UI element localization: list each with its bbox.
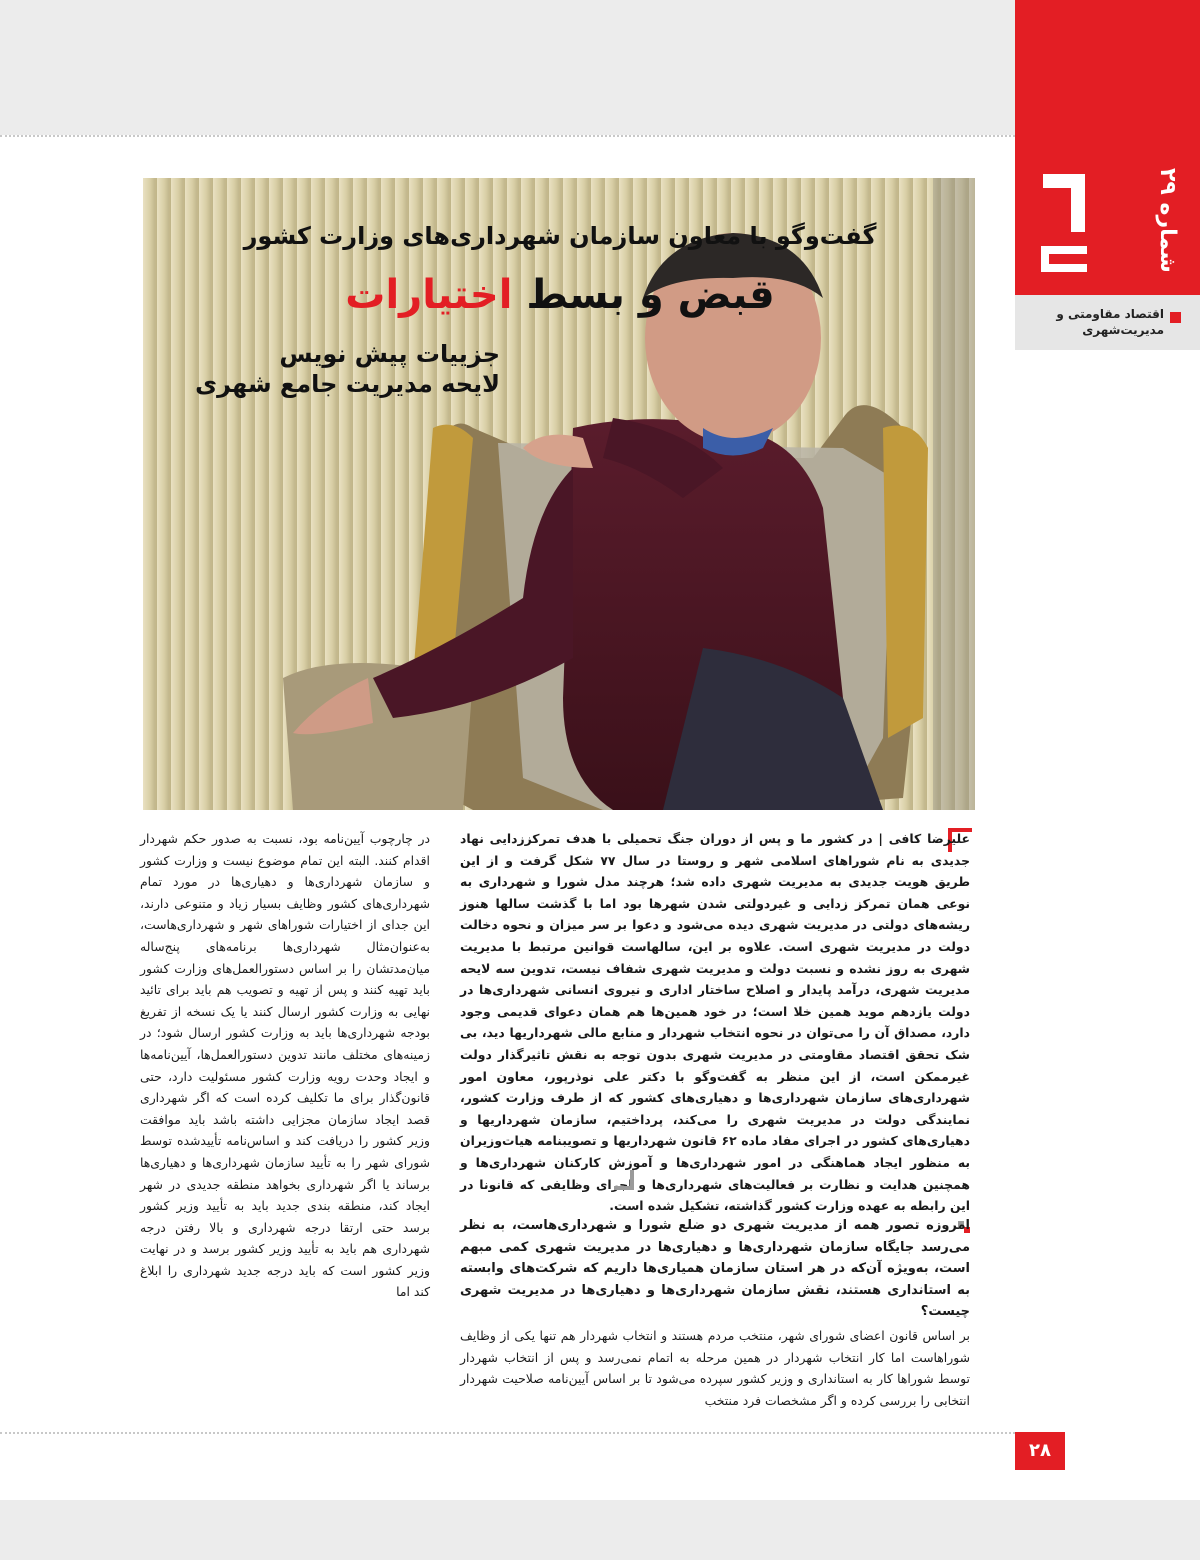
- left-column: [140, 828, 430, 1303]
- section-label: اقتصاد مقاومتی و مدیریت‌شهری: [1056, 307, 1164, 337]
- headline-subtitle-line1: جزییات پیش نویس: [279, 340, 500, 368]
- page-number: ۲۸: [1029, 1440, 1051, 1461]
- question-text: امروزه تصور همه از مدیریت شهری دو ضلع شورا و شهرداری‌هاست، به نظر می‌رسد جایگاه سازمان شهرداری‌ها و دهیاری‌ها در مدیریت شهری کمی مبهم است، به‌ویژه آن‌که در هر استان سازمان همیاری‌ها داریم که شرکت‌های وابسته به استانداری هستند، نقش سازمان شهرداری‌ها و دهیاری‌ها در مدیریت شهری چیست؟: [460, 1218, 970, 1320]
- section-bullet-icon: [1170, 312, 1181, 323]
- answer-text: بر اساس قانون اعضای شورای شهر، منتخب مردم هستند و انتخاب شهردار هم تنها یکی از وظایف شوراهاست اما کار انتخاب شهردار در همین مرحله به اتمام نمی‌رسد و پس از انتخاب شهردار توسط شوراها کار به استانداری و وزیر کشور سپرده می‌شود تا بر اساس آیین‌نامه صلاحیت شهردار انتخابی را بررسی کرده و اگر مشخصات فرد منتخب: [460, 1327, 970, 1408]
- footer-divider: [0, 1432, 1015, 1434]
- header-divider: [0, 135, 1015, 137]
- issue-number: شماره ۲۹: [1155, 167, 1180, 273]
- quote-close-mark: [614, 1170, 634, 1190]
- headline-kicker: گفت‌و‌گو با معاون سازمان شهرداری‌های وزارت کشور: [243, 222, 877, 250]
- left-column-text: در چارچوب آیین‌نامه بود، نسبت به صدور حکم شهردار اقدام کنند. البته این تمام موضوع نیست و وزارت کشور و سازمان شهرداری‌ها و دهیاری‌ها در مورد تمام شهرداری‌های کشور وظایف بسیار زیاد و متنوعی دارند، این جدای از اختیارات شوراهای شهر و شهرداری‌هاست، به‌عنوان‌مثال شهرداری‌ها برنامه‌های پنج‌ساله میان‌مدتشان را بر اساس دستورالعمل‌های وزارت کشور باید تهیه کنند و پس از تهیه و تصویب هم باید برای تائید نهایی به وزارت کشور ارسال کنند یا یک نسخه از تفریغ بودجه شهرداری‌ها باید به وزارت کشور ارسال شود؛ در زمینه‌های مختلف مانند تدوین دستورالعمل‌ها، آیین‌نامه‌ها و ایجاد وحدت رویه وزارت کشور مسئولیت دارد، حتی قانون‌گذار برای ما تکلیف کرده است که اگر شهرداری قصد ایجاد سازمان مجزایی داشته باشد باید موافقت وزیر کشور را دریافت کند و اساس‌نامه تأییدشده توسط شورای شهر را به تأیید سازمان شهرداری‌ها و دهیاری‌ها برساند یا اگر شهرداری بخواهد منطقه جدیدی در شهر ایجاد کند، منطقه بندی جدید باید به تأیید وزیر کشور برسد حتی ارتقا درجه شهرداری و بالا رفتن درجه شهرداری هم باید به تأیید وزیر کشور برسد و در نهایت وزیر کشور است که باید درجه جدید شهرداری را ابلاغ کند اما: [140, 831, 430, 1300]
- intro-paragraph: [460, 828, 970, 1217]
- headline-title-main: قبض و بسط: [512, 272, 775, 318]
- headline-title: [180, 272, 940, 318]
- magazine-logo-icon: [1033, 172, 1095, 282]
- footer-band: [0, 1500, 1200, 1560]
- intro-text: علیرضا کافی | در کشور ما و پس از دوران جنگ تحمیلی با هدف تمرکززدایی نهاد جدیدی به نام شوراهای اسلامی شهر و روستا در سال ۷۷ شکل گرفت و از این طریق هویت جدیدی به مدیریت شهری داده شد؛ هرچند مدل شورا و شهرداری به نوعی همان تمرکز زدایی و غیردولتی شدن شهرها بود اما با گذشت سالها هنوز ریشه‌های دولتی در مدیریت شهری دیده می‌شود و دعوا بر سر میزان و نحوه دخالت دولت در مدیریت شهری است. علاوه بر این، سالهاست قوانین مرتبط با مدیریت شهری به روز نشده و نسبت دولت و مدیریت شهری شفاف نیست، تدوین سه لایحه مدیریت شهری، درآمد پایدار و اصلاح ساختار اداری و نیروی انسانی شهرداری‌ها در دولت یازدهم موید همین خلا است؛ در خود همین‌ها هم همان دعوای قدیمی وجود دارد، مصداق آن را می‌توان در نحوه انتخاب شهردار و منابع مالی شهرداریها دید، بی شک تحقق اقتصاد مقاومتی در مدیریت شهری بدون توجه به نقش تاثیرگذار دولت غیرممکن است، از این منظر به گفت‌وگو با دکتر علی نوذرپور، معاون امور شهرداری‌های سازمان شهرداری‌ها و دهیاری‌های کشور که از طرف وزارت کشور، نمایندگی دولت در مدیریت شهری را می‌کند، پرداختیم، سازمان شهرداریها و دهیاری‌های کشور در اجرای مفاد ماده ۶۲ قانون شهرداریها و تصویبنامه هیات‌وزیران به منظور ایجاد هماهنگی در امور شهرداری‌ها و آموزش کارکنان شهرداری‌ها و همچنین هدایت و نظارت بر فعالیت‌های شهرداری‌ها و اجرای وظایفی که قانونا در این رابطه به عهده وزارت کشور گذاشته، تشکیل شده است.: [460, 831, 970, 1214]
- headline-title-highlight: اختیارات: [345, 272, 513, 318]
- header-red-block: [1015, 0, 1200, 138]
- headline-subtitle-line2: لایحه مدیریت جامع شهری: [195, 370, 500, 398]
- qa-column: [460, 1215, 970, 1411]
